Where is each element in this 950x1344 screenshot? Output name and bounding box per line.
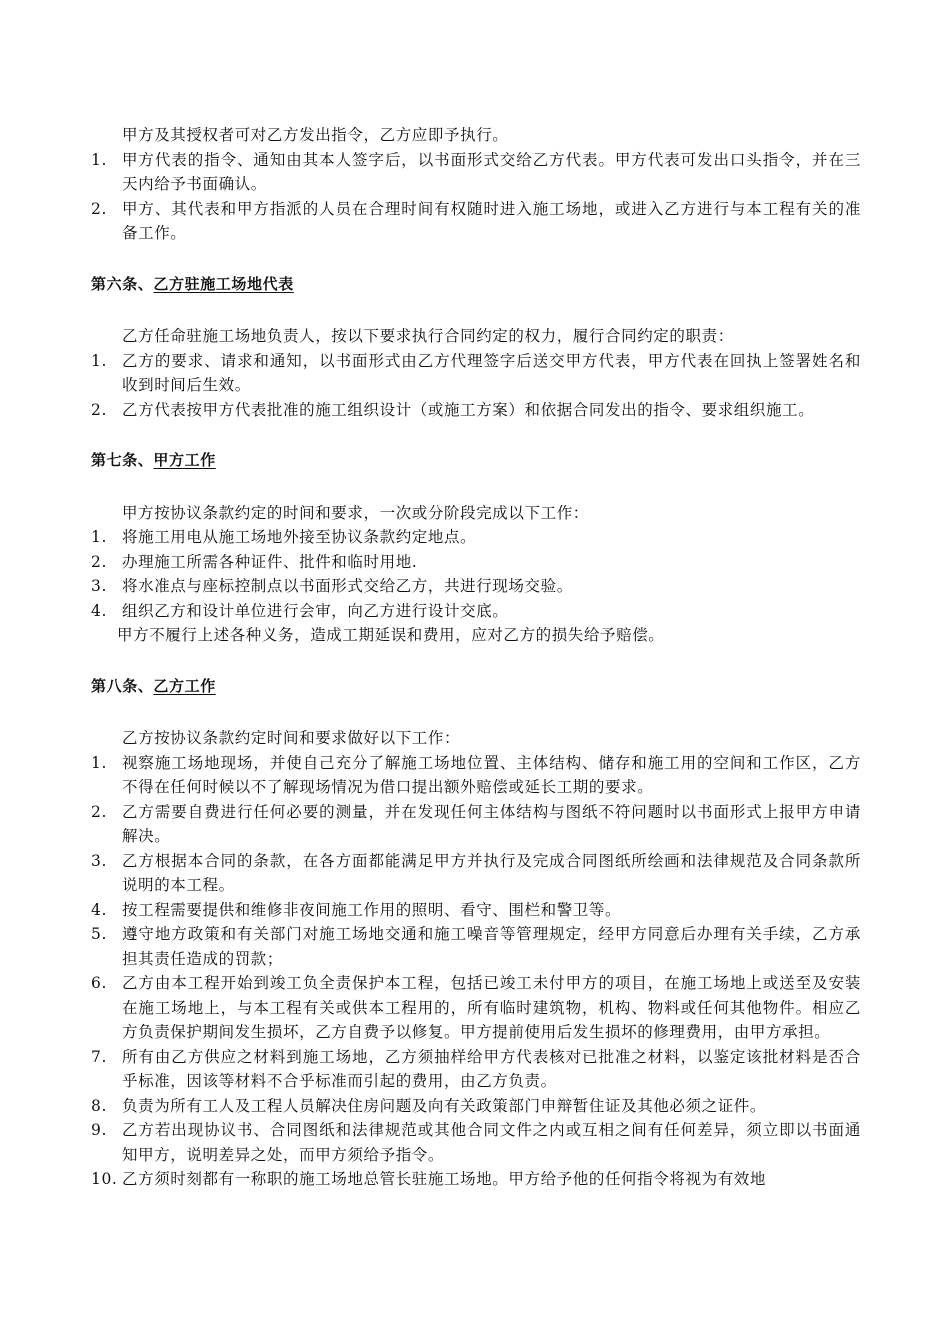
item-number: 1.	[91, 351, 107, 370]
item-text: 乙方须时刻都有一称职的施工场地总管长驻施工场地。甲方给予他的任何指令将视为有效地	[122, 1170, 767, 1188]
item-text: 乙方的要求、请求和通知，以书面形式由乙方代理签字后送交甲方代表，甲方代表在回执上签署姓名和收到时间后生效。	[122, 351, 861, 394]
item-text: 将施工用电从施工场地外接至协议条款约定地点。	[122, 528, 477, 546]
item-text: 遵守地方政策和有关部门对施工场地交通和施工噪音等管理规定，经甲方同意后办理有关手续，乙方承担其责任造成的罚款；	[122, 925, 861, 968]
item-number: 4.	[91, 900, 107, 919]
section-title: 甲方工作	[153, 451, 216, 469]
list-item	[91, 550, 861, 575]
list-item	[91, 349, 861, 398]
list-item	[91, 800, 861, 849]
list-item	[91, 971, 861, 1045]
item-number: 7.	[91, 1047, 107, 1066]
section-title: 乙方工作	[153, 676, 216, 695]
list-item	[91, 1118, 861, 1167]
paragraph-note: 甲方不履行上述各种义务，造成工期延误和费用，应对乙方的损失给予赔偿。	[117, 626, 665, 644]
item-number: 2.	[91, 802, 107, 821]
list-item	[91, 922, 861, 971]
item-number: 1.	[91, 150, 107, 169]
list-item	[91, 398, 861, 423]
item-text: 按工程需要提供和维修非夜间施工作用的照明、看守、围栏和警卫等。	[122, 900, 622, 919]
item-number: 9.	[91, 1121, 107, 1139]
item-number: 3.	[91, 851, 107, 870]
list-item	[91, 1045, 861, 1094]
item-number: 6.	[91, 974, 107, 992]
list-item	[91, 898, 861, 923]
section-heading-8	[91, 674, 861, 699]
item-number: 1.	[91, 528, 107, 546]
list-item	[91, 751, 861, 800]
item-text: 甲方、其代表和甲方指派的人员在合理时间有权随时进入施工场地，或进入乙方进行与本工程有关的准备工作。	[122, 199, 861, 242]
item-text: 甲方代表的指令、通知由其本人签字后，以书面形式交给乙方代表。甲方代表可发出口头指令，并在三天内给予书面确认。	[122, 150, 861, 193]
section-title: 乙方驻施工场地代表	[153, 274, 294, 293]
item-number: 10.	[91, 1170, 118, 1188]
document-body	[91, 123, 861, 1192]
item-number: 2.	[91, 199, 107, 218]
list-item	[91, 599, 861, 624]
item-number: 3.	[91, 577, 107, 595]
item-text: 乙方根据本合同的条款，在各方面都能满足甲方并执行及完成合同图纸所绘画和法律规范及合同条款所说明的本工程。	[122, 851, 861, 894]
paragraph-intro: 甲方及其授权者可对乙方发出指令，乙方应即予执行。	[122, 126, 509, 144]
item-text: 组织乙方和设计单位进行会审，向乙方进行设计交底。	[122, 601, 509, 620]
item-text: 视察施工场地现场，并使自己充分了解施工场地位置、主体结构、储存和施工用的空间和工作区，乙方不得在任何时候以不了解现场情况为借口提出额外赔偿或延长工期的要求。	[122, 753, 861, 796]
item-number: 2.	[91, 400, 107, 419]
item-text: 所有由乙方供应之材料到施工场地，乙方须抽样给甲方代表核对已批准之材料，以鉴定该批材料是否合乎标准，因该等材料不合乎标准而引起的费用，由乙方负责。	[122, 1047, 861, 1090]
section-heading-7	[91, 448, 861, 473]
list-item	[91, 1094, 861, 1119]
section-prefix: 第六条、	[91, 274, 154, 293]
section-prefix: 第八条、	[91, 676, 154, 695]
list-item	[91, 849, 861, 898]
item-number: 2.	[91, 552, 107, 571]
item-text: 乙方若出现协议书、合同图纸和法律规范或其他合同文件之内或互相之间有任何差异，须立即以书面通知甲方，说明差异之处，而甲方须给予指令。	[122, 1121, 861, 1164]
paragraph-intro: 甲方按协议条款约定的时间和要求，一次或分阶段完成以下工作：	[122, 503, 589, 522]
item-text: 乙方由本工程开始到竣工负全责保护本工程，包括已竣工未付甲方的项目，在施工场地上或送至及安装在施工场地上，与本工程有关或供本工程用的，所有临时建筑物，机构、物料或任何其他物件。相应乙方负责保护期间发生损坏，乙方自费予以修复。甲方提前使用后发生损坏的修理费用，由甲方承担。	[122, 974, 861, 1041]
item-text: 办理施工所需各种证件、批件和临时用地.	[122, 552, 418, 571]
section-heading-6	[91, 272, 861, 297]
item-text: 乙方代表按甲方代表批准的施工组织设计（或施工方案）和依据合同发出的指令、要求组织施工。	[122, 400, 815, 419]
paragraph-intro: 乙方按协议条款约定时间和要求做好以下工作：	[122, 729, 461, 747]
item-text: 将水准点与座标控制点以书面形式交给乙方，共进行现场交验。	[122, 577, 573, 595]
item-text: 乙方需要自费进行任何必要的测量，并在发现任何主体结构与图纸不符问题时以书面形式上报甲方申请解决。	[122, 802, 861, 845]
list-item	[91, 148, 861, 197]
list-item	[91, 525, 861, 550]
list-item	[91, 1167, 861, 1192]
item-number: 5.	[91, 925, 107, 943]
item-number: 8.	[91, 1096, 107, 1115]
item-number: 1.	[91, 753, 107, 772]
list-item	[91, 197, 861, 246]
section-prefix: 第七条、	[91, 451, 154, 469]
item-number: 4.	[91, 601, 107, 620]
item-text: 负责为所有工人及工程人员解决住房问题及向有关政策部门申辩暂住证及其他必须之证件。	[122, 1096, 767, 1115]
list-item	[91, 574, 861, 599]
paragraph-intro: 乙方任命驻施工场地负责人，按以下要求执行合同约定的权力，履行合同约定的职责：	[122, 327, 734, 345]
